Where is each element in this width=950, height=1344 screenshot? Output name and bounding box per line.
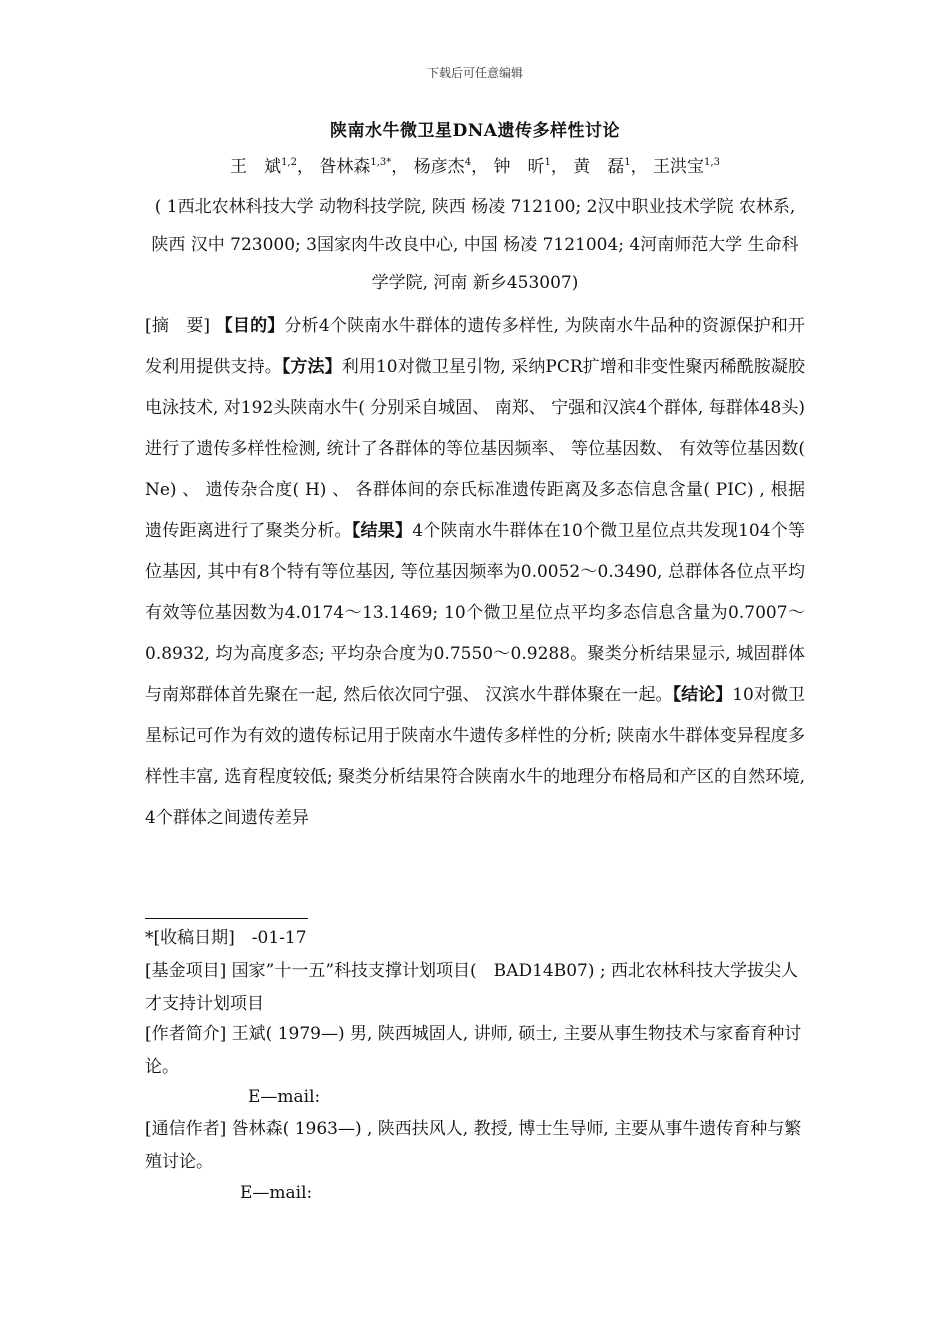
abstract-heading-conclusion: 【结论】 (672, 685, 733, 705)
footnote-divider (145, 918, 308, 919)
abstract-heading-method: 【方法】 (281, 357, 342, 377)
abstract-method: 利用10对微卫星引物, 采纳PCR扩增和非变性聚丙稀酰胺凝胶电泳技术, 对192头陕南水牛( 分别采自城固、 南郑、 宁强和汉滨4个群体, 每群体48头) 进行了遗传多样性检测, 统计了各群体的等位基因频率、 等位基因数、 有效等位基因数( Ne) 、 遗传杂合度( H) 、 各群体间的奈氏标准遗传距离及多态信息含量( PIC) , 根据遗传距离进行了聚类分析。 (145, 357, 806, 541)
footnote-received-date: *[收稿日期] -01-17 (145, 928, 307, 948)
abstract-result: 4个陕南水牛群体在10个微卫星位点共发现104个等位基因, 其中有8个特有等位基因, 等位基因频率为0.0052～0.3490, 总群体各位点平均有效等位基因数为4.0174～13.1469; 10个微卫星位点平均多态信息含量为0.7007～0.8932, 均为高度多态; 平均杂合度为0.7550～0.9288。聚类分析结果显示, 城固群体与南郑群体首先聚在一起, 然后依次同宁强、 汉滨水牛群体聚在一起。 (145, 521, 806, 705)
author: 杨彦杰$^4$， (413, 157, 489, 177)
abstract-label: [摘 要] (145, 316, 211, 336)
footnote-corresponding-author: [通信作者] 昝林森( 1963—) , 陕西扶风人, 教授, 博士生导师, 主要从事牛遗传育种与繁殖讨论。 (145, 1119, 802, 1172)
abstract-conclusion: 10对微卫星标记可作为有效的遗传标记用于陕南水牛遗传多样性的分析; 陕南水牛群体变异程度多样性丰富, 选育程度较低; 聚类分析结果符合陕南水牛的地理分布格局和产区的自然环境, 4个群体之间遗传差异 (145, 685, 805, 828)
abstract (145, 306, 805, 839)
abstract-heading-purpose: 【目的】 (215, 316, 285, 336)
abstract-purpose: 分析4个陕南水牛群体的遗传多样性, 为陕南水牛品种的资源保护和开发利用提供支持。 (145, 316, 806, 377)
footnote-email-1: E—mail: (248, 1087, 321, 1107)
affiliations: ( 1西北农林科技大学 动物科技学院, 陕西 杨凌 712100; 2汉中职业技术学院 农林系, 陕西 汉中 723000; 3国家肉牛改良中心, 中国 杨凌 7121004; 4河南师范大学 生命科学学院, 河南 新乡453007) (151, 197, 799, 293)
author: 王洪宝$^{1,3}$ (653, 157, 720, 177)
author-affil-marker: 1,3 (704, 157, 720, 168)
author-affil-marker: 1,3* (370, 157, 392, 168)
author: 昝林森$^{1,3*}$， (319, 157, 409, 177)
author: 钟 昕$^1$， (493, 157, 568, 177)
author-affil-marker: 1 (624, 157, 631, 168)
paper-title: 陕南水牛微卫星DNA遗传多样性讨论 (330, 121, 620, 141)
footnote-fund: [基金项目] 国家”十一五”科技支撑计划项目( BAD14B07) ; 西北农林科技大学拔尖人才支持计划项目 (145, 961, 799, 1014)
author: 黄 磊$^1$， (573, 157, 648, 177)
author-affil-marker: 1,2 (281, 157, 297, 168)
abstract-heading-result: 【结果】 (351, 521, 413, 541)
author-affil-marker: 4 (464, 157, 472, 168)
author-affil-marker: 1 (544, 157, 551, 168)
author-list (0, 151, 950, 179)
footnote-author-intro: [作者简介] 王斌( 1979—) 男, 陕西城固人, 讲师, 硕士, 主要从事生物技术与家畜育种讨论。 (145, 1024, 802, 1077)
page-header: 下载后可任意编辑 (426, 66, 523, 80)
footnote-email-2: E—mail: (240, 1183, 313, 1203)
author: 王 斌$^{1,2}$， (230, 157, 314, 177)
